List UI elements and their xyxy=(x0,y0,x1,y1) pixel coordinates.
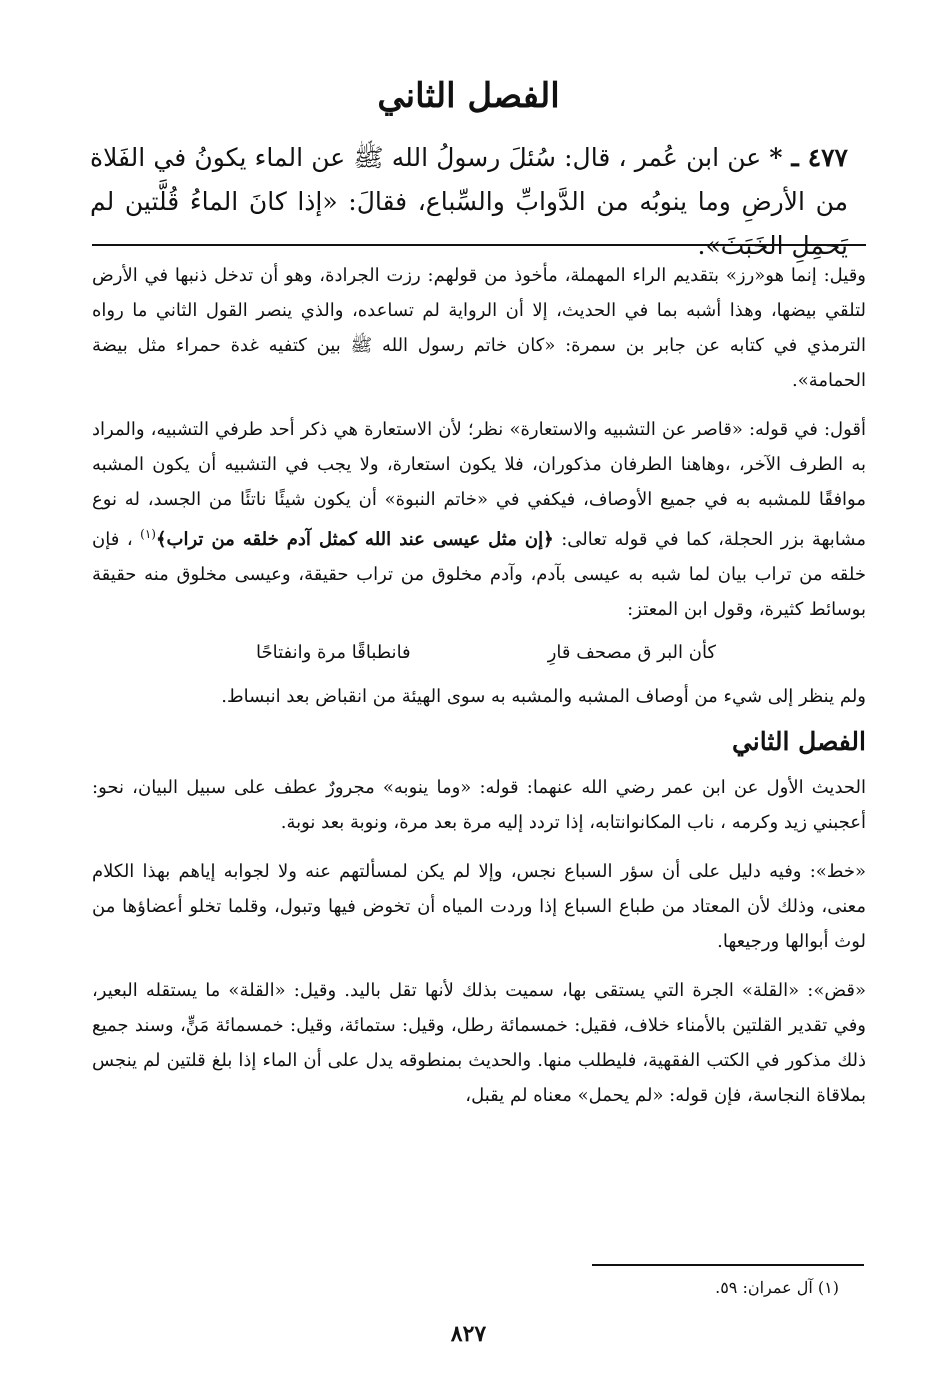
page-number: ٨٢٧ xyxy=(450,1321,487,1347)
commentary-paragraph-2-part-b: ، فإن خلقه من تراب بيان لما شبه به عيسى بآدم، وآدم مخلوق من تراب حقيقة، وعيسى مخلوق منه حقيقة بوسائط كثيرة، وقول ابن المعتز: xyxy=(92,529,866,620)
hadith-number: ٤٧٧ ـ * xyxy=(769,143,848,172)
main-divider xyxy=(92,244,866,246)
hadith-text-block xyxy=(90,136,848,268)
footnote-marker: (١) xyxy=(140,527,156,541)
quran-verse: ﴿إن مثل عيسى عند الله كمثل آدم خلقه من تراب﴾ xyxy=(155,529,554,550)
footnote-divider xyxy=(592,1264,864,1266)
commentary-paragraph-5: «خط»: وفيه دليل على أن سؤر السباع نجس، وإلا لم يكن لمسألتهم عنه ولا لجوابه إياهم بهذا الكلام معنى، وذلك لأن المعتاد من طباع السباع إذا وردت المياه أن تخوض فيها وتبول، وقلما تخلو أعضاؤها من لوث أبوالها ورجيعها. xyxy=(92,861,866,952)
poem-second-hemistich: فانطباقًا مرة وانفتاحًا xyxy=(256,642,411,663)
commentary-paragraph-4: الحديث الأول عن ابن عمر رضي الله عنهما: قوله: «وما ينوبه» مجرورٌ عطف على سبيل البيان، نحو: أعجبني زيد وكرمه ، ناب المكانوانتابه، إذا تردد إليه مرة بعد مرة، ونوبة بعد نوبة. xyxy=(92,777,866,833)
commentary-paragraph-2-part-a: أقول: في قوله: «قاصر عن التشبيه والاستعارة» نظر؛ لأن الاستعارة هي ذكر أحد طرفي التشبيه، والمراد به الطرف الآخر، ،وهاهنا الطرفان مذكوران، فلا يكون استعارة، ولا يجب في التشبيه أن يكون المشبه موافقًا للمشبه به في جميع الأوصاف، فيكفي في «خاتم النبوة» أن يكون شيئًا ناتئًا من الجسد، له نوع مشابهة بزر الحجلة، كما في قوله تعالى: xyxy=(92,419,866,550)
section-heading: الفصل الثاني xyxy=(731,727,866,756)
poem-first-hemistich: كأن البر ق مصحف قارِ xyxy=(547,642,716,663)
commentary-paragraph-3: ولم ينظر إلى شيء من أوصاف المشبه والمشبه به سوى الهيئة من انقباض بعد انبساط. xyxy=(221,686,866,707)
commentary-paragraph-6: «قض»: «القلة» الجرة التي يستقى بها، سميت بذلك لأنها تقل باليد. وقيل: «القلة» ما يستقله البعير، وفي تقدير القلتين بالأمناء خلاف، فقيل: خمسمائة رطل، وقيل: ستمائة، وقيل: خمسمائة مَنٍّ، وسند جميع ذلك مذكور في الكتب الفقهية، فليطلب منها. والحديث بمنطوقه يدل على أن الماء إذا بلغ قلتين لم ينجس بملاقاة النجاسة، فإن قوله: «لم يحمل» معناه لم يقبل، xyxy=(92,980,866,1106)
footnote: (١) آل عمران: ٥٩. xyxy=(715,1278,839,1297)
commentary-block xyxy=(92,258,866,1127)
hadith-text: عن ابن عُمر ، قال: سُئلَ رسولُ الله ﷺ عن الماء يكونُ في الفَلاة من الأرضِ وما ينوبُه من الدَّوابِّ والسِّباع، فقالَ: «إذا كانَ الماءُ قُلَّتين لم يَحمِلِ الخَبَثَ». xyxy=(90,143,848,260)
chapter-title: الفصل الثاني xyxy=(377,76,560,116)
commentary-paragraph-1: وقيل: إنما هو«رز» بتقديم الراء المهملة، مأخوذ من قولهم: رزت الجرادة، وهو أن تدخل ذنبها في الأرض لتلقي بيضها، وهذا أشبه بما في الحديث، إلا أن الرواية لم تساعده، والذي ينصر القول الثاني ما رواه الترمذي في كتابه عن جابر بن سمرة: «كان خاتم رسول الله ﷺ بين كتفيه غدة حمراء مثل بيضة الحمامة». xyxy=(92,265,866,391)
poem-verse xyxy=(256,635,716,671)
commentary-paragraph-2 xyxy=(92,412,866,627)
